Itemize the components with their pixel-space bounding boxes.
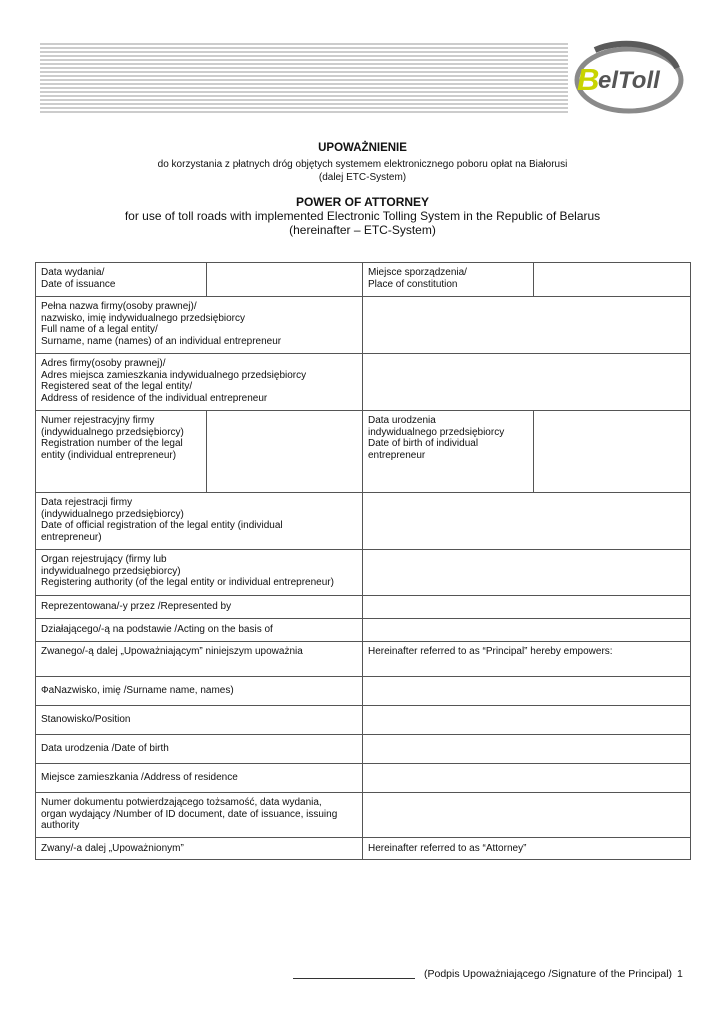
id-document-field[interactable] bbox=[363, 793, 691, 838]
position-field[interactable] bbox=[363, 706, 691, 735]
address-field[interactable] bbox=[363, 354, 691, 411]
title-pl: UPOWAŻNIENIE bbox=[318, 142, 407, 154]
title-en: POWER OF ATTORNEY bbox=[295, 195, 430, 209]
attorney-name-field[interactable] bbox=[363, 677, 691, 706]
issue-date-label: Data wydania/ Date of issuance bbox=[36, 263, 207, 297]
principal-label-en: Hereinafter referred to as “Principal” hereby empowers: bbox=[363, 642, 691, 677]
header-stripes bbox=[40, 42, 568, 116]
principal-label-pl: Zwanego/-ą dalej „Upoważniającym” niniejszym upoważnia bbox=[36, 642, 363, 677]
address-label: Adres firmy(osoby prawnej)/ Adres miejsca zamieszkania indywidualnego przedsiębiorcy Registered seat of the legal entity/ Address of residence of the individual entrepreneur bbox=[36, 354, 363, 411]
issue-date-field[interactable] bbox=[207, 263, 363, 297]
registration-number-label: Numer rejestracyjny firmy (indywidualnego przedsiębiorcy) Registration number of the legal entity (individual entrepreneur) bbox=[36, 411, 207, 493]
place-of-constitution-label: Miejsce sporządzenia/ Place of constitution bbox=[363, 263, 534, 297]
acting-basis-field[interactable] bbox=[363, 619, 691, 642]
entrepreneur-birth-date-field[interactable] bbox=[534, 411, 691, 493]
entrepreneur-birth-date-label: Data urodzenia indywidualnego przedsiębiorcy Date of birth of individual entrepreneur bbox=[363, 411, 534, 493]
position-label: Stanowisko/Position bbox=[36, 706, 363, 735]
signature-line[interactable] bbox=[293, 978, 415, 979]
full-name-label: Pełna nazwa firmy(osoby prawnej)/ nazwisko, imię indywidualnego przedsiębiorcy Full name of a legal entity/ Surname, name (names) of an individual entrepreneur bbox=[36, 297, 363, 354]
signature-caption: (Podpis Upoważniającego /Signature of the Principal) bbox=[424, 968, 673, 980]
represented-by-field[interactable] bbox=[363, 596, 691, 619]
full-name-field[interactable] bbox=[363, 297, 691, 354]
subtitle-en: for use of toll roads with implemented Electronic Tolling System in the Republic of Belarus (hereinafter – ETC-System) bbox=[124, 209, 601, 237]
power-of-attorney-form bbox=[35, 262, 691, 860]
place-of-constitution-field[interactable] bbox=[534, 263, 691, 297]
attorney-name-label: ФaNazwisko, imię /Surname name, names) bbox=[36, 677, 363, 706]
registering-authority-field[interactable] bbox=[363, 550, 691, 596]
registration-number-field[interactable] bbox=[207, 411, 363, 493]
svg-text:B: B bbox=[577, 62, 600, 97]
registration-date-field[interactable] bbox=[363, 493, 691, 550]
beltoll-logo bbox=[567, 40, 685, 116]
id-document-label: Numer dokumentu potwierdzającego tożsamość, data wydania, organ wydający /Number of ID document, date of issuance, issuing authority bbox=[36, 793, 363, 838]
attorney-residence-field[interactable] bbox=[363, 764, 691, 793]
page-number: 1 bbox=[677, 968, 683, 980]
registration-date-label: Data rejestracji firmy (indywidualnego przedsiębiorcy) Date of official registration of the legal entity (individual entrepreneur) bbox=[36, 493, 363, 550]
svg-text:elToll: elToll bbox=[598, 67, 660, 94]
acting-basis-label: Działającego/-ą na podstawie /Acting on the basis of bbox=[36, 619, 363, 642]
attorney-birth-date-field[interactable] bbox=[363, 735, 691, 764]
represented-by-label: Reprezentowana/-y przez /Represented by bbox=[36, 596, 363, 619]
registering-authority-label: Organ rejestrujący (firmy lub indywidualnego przedsiębiorcy) Registering authority (of the legal entity or individual entrepreneur) bbox=[36, 550, 363, 596]
attorney-label-pl: Zwany/-a dalej „Upoważnionym” bbox=[36, 838, 363, 860]
subtitle-pl: do korzystania z płatnych dróg objętych systemem elektronicznego poboru opłat na Białorusi (dalej ETC-System) bbox=[157, 159, 568, 183]
attorney-residence-label: Miejsce zamieszkania /Address of residence bbox=[36, 764, 363, 793]
attorney-label-en: Hereinafter referred to as “Attorney” bbox=[363, 838, 691, 860]
attorney-birth-date-label: Data urodzenia /Date of birth bbox=[36, 735, 363, 764]
